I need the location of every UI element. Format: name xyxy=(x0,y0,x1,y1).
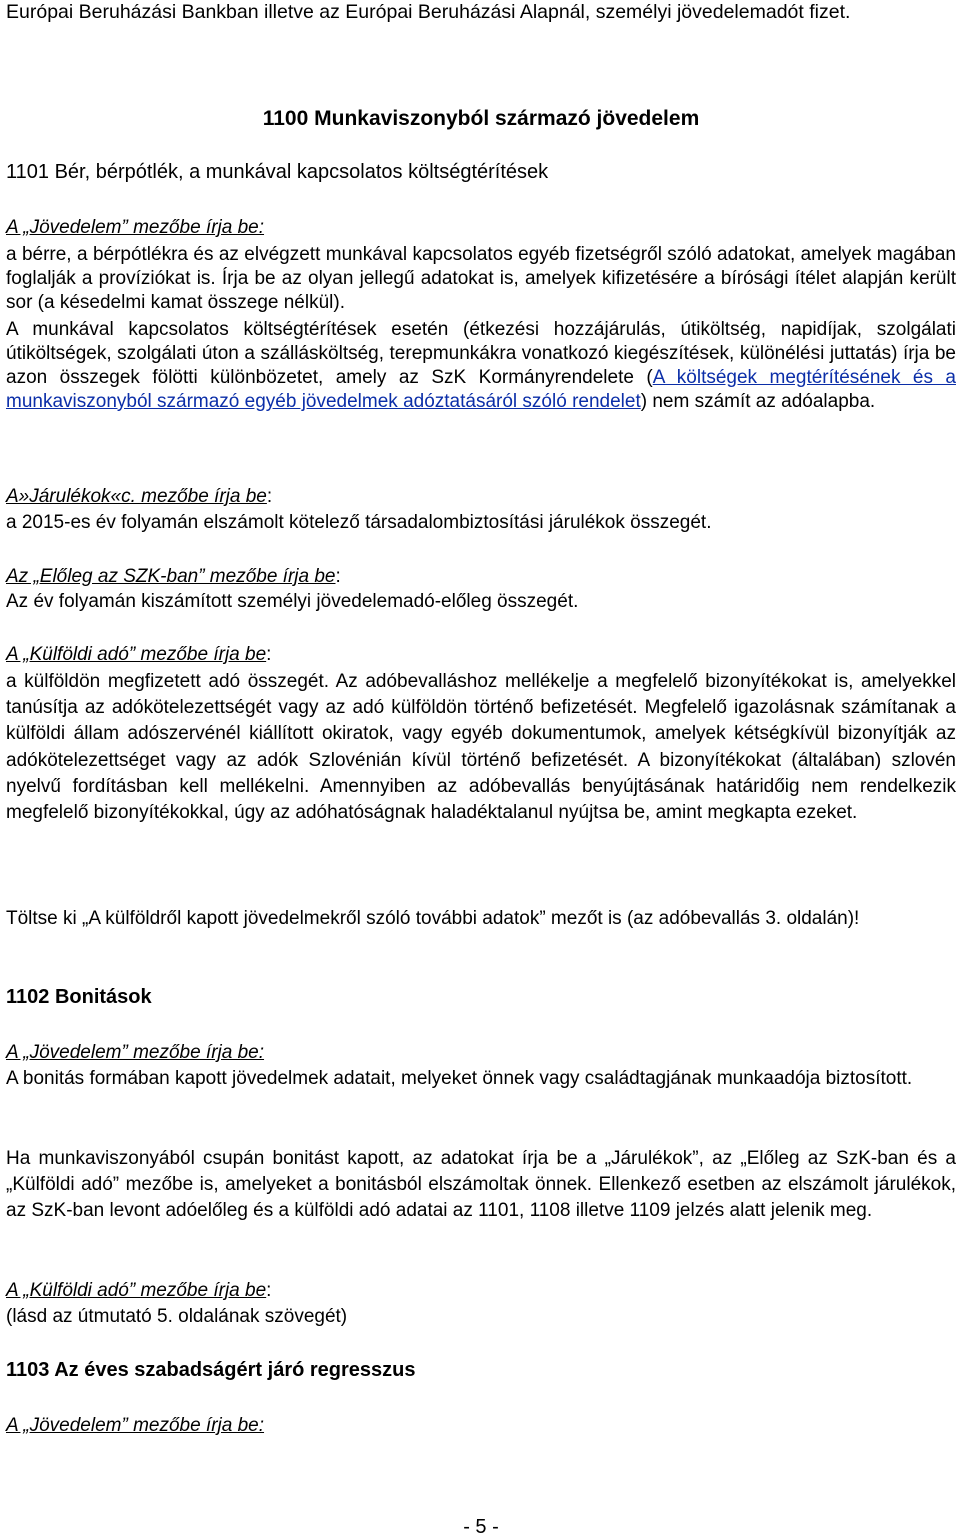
paragraph-1101-income: a bérre, a bérpótlékra és az elvégzett munkával kapcsolatos egyéb fizetségről szóló adatokat, amelyek magában foglalják a províziókat is. Írja be az olyan jellegű adatokat is, amelyek kifizetésére a bírósági ítélet alapján került sor (a késedelmi kamat összege nélkül). xyxy=(6,244,956,313)
kulfoldi-label-1101: A „Külföldi adó” mezőbe írja be: xyxy=(6,644,272,665)
cost-text-after: ) nem számít az adóalapba. xyxy=(640,391,876,412)
kulfoldi-label-1102: A „Külföldi adó” mezőbe írja be: xyxy=(6,1280,272,1301)
regulation-link[interactable]: A költségek megtérítésének és a munkaviszonyból származó egyéb jövedelmek adóztatásáról szóló rendelet xyxy=(6,367,956,412)
page-number: - 5 - xyxy=(463,1516,499,1538)
toltse-ki-text: Töltse ki „A külföldről kapott jövedelmekről szóló további adatok” mezőt is (az adóbevallás 3. oldalán)! xyxy=(6,908,860,929)
jovedelem-label-1101: A „Jövedelem” mezőbe írja be: xyxy=(6,217,265,238)
jarulekok-label: A»Járulékok«c. mezőbe írja be: xyxy=(6,486,273,507)
heading-1100: 1100 Munkaviszonyból származó jövedelem xyxy=(262,107,700,130)
document-page xyxy=(6,0,956,1539)
paragraph-1101-cost-reimbursement xyxy=(6,318,956,414)
heading-1102: 1102 Bonitások xyxy=(6,986,152,1008)
kulfoldi-text-1102: (lásd az útmutató 5. oldalának szövegét) xyxy=(6,1306,348,1327)
kulfoldi-text-1101: a külföldön megfizetett adó összegét. Az adóbevalláshoz mellékelje a megfelelő bizonyítékokat is, amelyekkel tanúsítja az adókötelezettségét vagy az adó külföldön történő befizetését. Megfelelő igazolásnak számítanak a külföldi állam adószervénél kiállított okiratok, vagy egyéb dokumentumok, amelyek kétségkívül bizonyítják az adókötelezettséget vagy az adók Szlovénián kívül történő befizetését. A bizonyítékokat (általában) szlovén nyelvű fordításban kell mellékelni. Amennyiben az adóbevallás benyújtásának határidőig nem rendelkezik megfelelő bizonyítékokkal, úgy az adóhatóságnak haladéktalanul nyújtsa be, amint megkapta ezeket. xyxy=(6,671,956,824)
paragraph-1102-bonus: A bonitás formában kapott jövedelmek adatait, melyeket önnek vagy családtagjának munkaadója biztosított. xyxy=(6,1068,913,1089)
cost-text-before: A munkával kapcsolatos költségtérítések esetén (étkezési hozzájárulás, útiköltség, napidíjak, szolgálati útiköltségek, szolgálati úton a szállásköltség, terepmunkákra vonatkozó kiegészítések, különélési juttatás) írja be azon összegek fölötti különbözetet, amely az SzK Kormányrendelete ( xyxy=(6,319,956,388)
heading-1103: 1103 Az éves szabadságért járó regresszus xyxy=(6,1359,416,1381)
jovedelem-label-1102: A „Jövedelem” mezőbe írja be: xyxy=(6,1042,265,1063)
heading-1101: 1101 Bér, bérpótlék, a munkával kapcsolatos költségtérítések xyxy=(6,161,549,183)
jovedelem-label-1103: A „Jövedelem” mezőbe írja be: xyxy=(6,1415,265,1436)
paragraph-1102-details: Ha munkaviszonyából csupán bonitást kapott, az adatokat írja be a „Járulékok”, az „Előleg az SzK-ban és a „Külföldi adó” mezőbe is, amelyeket a bonitásból elszámoltak önnek. Ellenkező esetben az elszámolt járulékok, az SzK-ban levont adóelőleg és a külföldi adó adatai az 1101, 1108 illetve 1109 jelzés alatt jelenik meg. xyxy=(6,1148,956,1221)
jarulekok-text: a 2015-es év folyamán elszámolt kötelező társadalombiztosítási járulékok összegét. xyxy=(6,512,712,533)
top-paragraph: Európai Beruházási Bankban illetve az Európai Beruházási Alapnál, személyi jövedelemadót fizet. xyxy=(6,1,851,23)
eloleg-label: Az „Előleg az SZK-ban” mezőbe írja be: xyxy=(6,566,341,587)
eloleg-text: Az év folyamán kiszámított személyi jövedelemadó-előleg összegét. xyxy=(6,591,579,612)
